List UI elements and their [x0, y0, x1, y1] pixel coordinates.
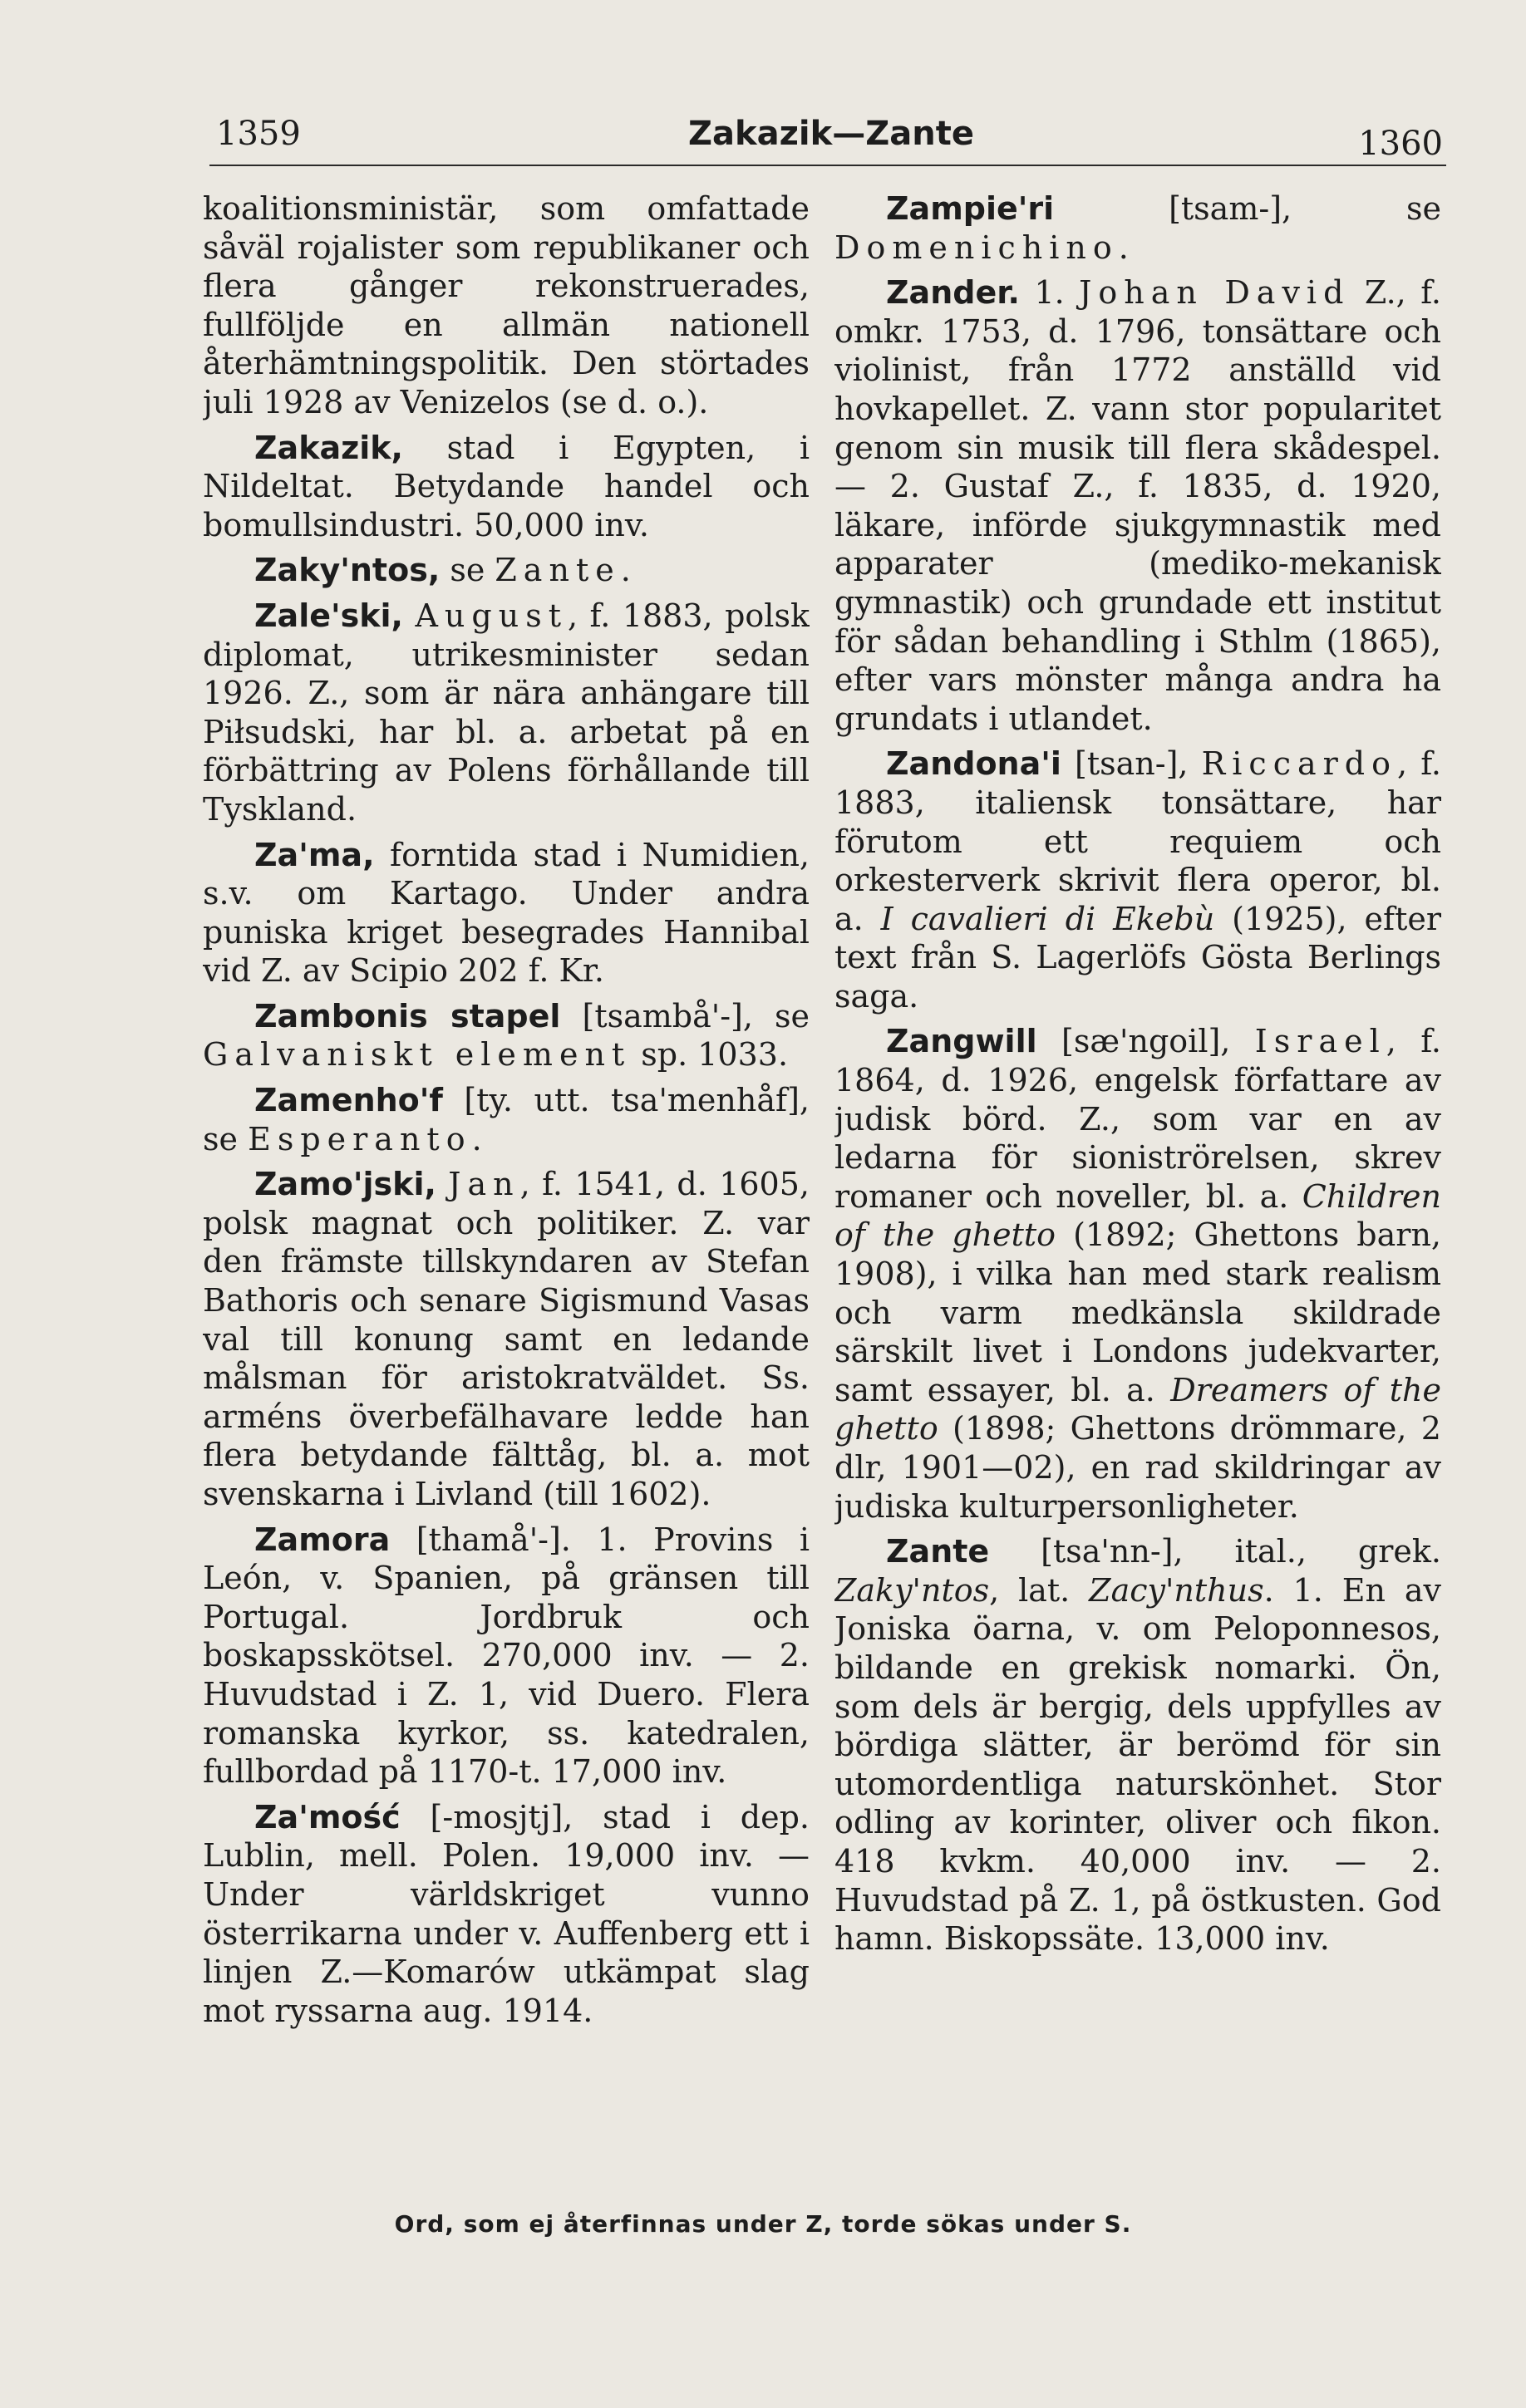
cross-reference: Domenichino — [834, 229, 1119, 266]
entry-zangwill: Zangwill [sæ'ngoil], Israel, f. 1864, d. 1926, engelsk författare av judisk börd. Z., som var en av ledarna för sioniströrelsen, skrev romaner och noveller, bl. a. Children of the ghetto (1892; Ghettons barn, 1908), i vilka han med stark realism och varm medkänsla skildrade särskilt livet i Londons judekvarter, samt essayer, bl. a. Dreamers of the ghetto (1898; Ghettons drömmare, 2 dlr, 1901—02), en rad skildringar av judiska kulturpersonligheter. — [834, 1023, 1441, 1525]
forename: Israel — [1254, 1023, 1386, 1060]
entry-zamora: Zamora [thamå'-]. 1. Provins i León, v. Spanien, på gränsen till Portugal. Jordbruk och boskapsskötsel. 270,000 inv. — 2. Huvudstad i Z. 1, vid Duero. Flera romanska kyrkor, ss. katedralen, fullbordad på 1170-t. 17,000 inv. — [203, 1521, 810, 1791]
page-number-right: 1360 — [1358, 125, 1443, 163]
variant-name: Zacy'nthus — [1089, 1571, 1264, 1609]
entry-zakazik: Zakazik, stad i Egypten, i Nildeltat. Betydande handel och bomullsindustri. 50,000 inv. — [203, 429, 810, 543]
entry-zama: Za'ma, forntida stad i Numidien, s.v. om Kartago. Under andra puniska kriget besegrades Hannibal vid Z. av Scipio 202 f. Kr. — [203, 836, 810, 990]
left-column — [203, 189, 810, 2200]
cross-reference: Zante — [495, 552, 621, 589]
entry-continuation: koalitionsministär, som omfattade såväl rojalister som republikaner och flera gånger rekonstruerades, fullföljde en allmän nationell återhämtningspolitik. Den störtades juli 1928 av Venizelos (se d. o.). — [203, 190, 810, 420]
page-header — [209, 100, 1453, 174]
running-title: Zakazik—Zante — [688, 115, 974, 153]
forename: August — [415, 597, 568, 634]
cross-reference: Esperanto — [248, 1120, 472, 1157]
entry-zambonis-stapel: Zambonis stapel [tsambå'-], se Galvaniskt element sp. 1033. — [203, 997, 810, 1074]
work-title: Dreamers of the ghetto — [834, 1371, 1441, 1447]
forename: Johan David — [1079, 274, 1351, 312]
headword: Zante — [886, 1533, 990, 1570]
headword: Za'mość — [254, 1798, 401, 1835]
page-number-left: 1359 — [216, 115, 301, 153]
headword: Zamenho'f — [254, 1082, 443, 1119]
headword: Zambonis stapel — [254, 997, 561, 1034]
page-footer-note: Ord, som ej återfinnas under Z, torde sökas under S. — [394, 2210, 1132, 2238]
headword: Zamora — [254, 1521, 391, 1558]
entry-zamojski: Zamo'jski, Jan, f. 1541, d. 1605, polsk magnat och politiker. Z. var den främste tillskyndaren av Stefan Bathoris och senare Sigismund Vasas val till konung samt en ledande målsman för aristokratväldet. Ss. arméns överbefälhavare ledde han flera betydande fälttåg, bl. a. mot svenskarna i Livland (till 1602). — [203, 1166, 810, 1512]
forename: Jan — [448, 1166, 520, 1203]
entry-zamenhof: Zamenho'f [ty. utt. tsa'menhåf], se Esperanto. — [203, 1082, 810, 1157]
headword: Za'ma, — [254, 836, 375, 873]
cross-reference: Galvaniskt element — [203, 1036, 632, 1074]
entry-zante: Zante [tsa'nn-], ital., grek. Zaky'ntos, lat. Zacy'nthus. 1. En av Joniska öarna, v. om Peloponnesos, bildande en grekisk nomarki. Ön, som dels är bergig, dels uppfylles av bördiga slätter, är berömd för sin utomordentliga naturskönhet. Stor odling av korinter, oliver och fikon. 418 kvkm. 40,000 inv. — 2. Huvudstad på Z. 1, på östkusten. God hamn. Biskopssäte. 13,000 inv. — [834, 1533, 1441, 1958]
entry-zander: Zander. 1. Johan David Z., f. omkr. 1753, d. 1796, tonsättare och violinist, från 1772 anställd vid hovkapellet. Z. vann stor popularitet genom sin musik till flera skådespel. — 2. Gustaf Z., f. 1835, d. 1920, läkare, införde sjukgymnastik med apparater (mediko-mekanisk gymnastik) och grundade ett institut för sådan behandling i Sthlm (1865), efter vars mönster många andra ha grundats i utlandet. — [834, 274, 1441, 737]
variant-name: Zaky'ntos — [834, 1571, 990, 1609]
entry-zandonai: Zandona'i [tsan-], Riccardo, f. 1883, italiensk tonsättare, har förutom ett requiem och orkesterverk skrivit flera operor, bl. a. I cavalieri di Ekebù (1925), efter text från S. Lagerlöfs Gösta Berlings saga. — [834, 745, 1441, 1015]
headword: Zamo'jski, — [254, 1166, 436, 1203]
entry-zaleski: Zale'ski, August, f. 1883, polsk diplomat, utrikesminister sedan 1926. Z., som är nära anhängare till Piłsudski, har bl. a. arbetat på en förbättring av Polens förhållande till Tyskland. — [203, 597, 810, 828]
work-title: Children of the ghetto — [834, 1177, 1441, 1254]
header-rule — [209, 165, 1446, 166]
entry-zampieri: Zampie'ri [tsam-], se Domenichino. — [834, 190, 1441, 266]
entry-zamosc: Za'mość [-mosjtj], stad i dep. Lublin, mell. Polen. 19,000 inv. — Under världskriget vunno österrikarna under v. Auffenberg ett i linjen Z.—Komarów utkämpat slag mot ryssarna aug. 1914. — [203, 1798, 810, 2029]
headword: Zandona'i — [886, 745, 1061, 783]
forename: Riccardo — [1201, 745, 1397, 783]
headword: Zangwill — [886, 1023, 1037, 1060]
right-column — [834, 189, 1441, 2200]
headword: Zaky'ntos, — [254, 552, 441, 589]
headword: Zander. — [886, 274, 1020, 312]
headword: Zakazik, — [254, 429, 403, 466]
headword: Zale'ski, — [254, 597, 403, 634]
work-title: I cavalieri di Ekebù — [880, 900, 1215, 937]
headword: Zampie'ri — [886, 190, 1055, 227]
entry-zakyntos: Zaky'ntos, se Zante. — [254, 552, 631, 589]
